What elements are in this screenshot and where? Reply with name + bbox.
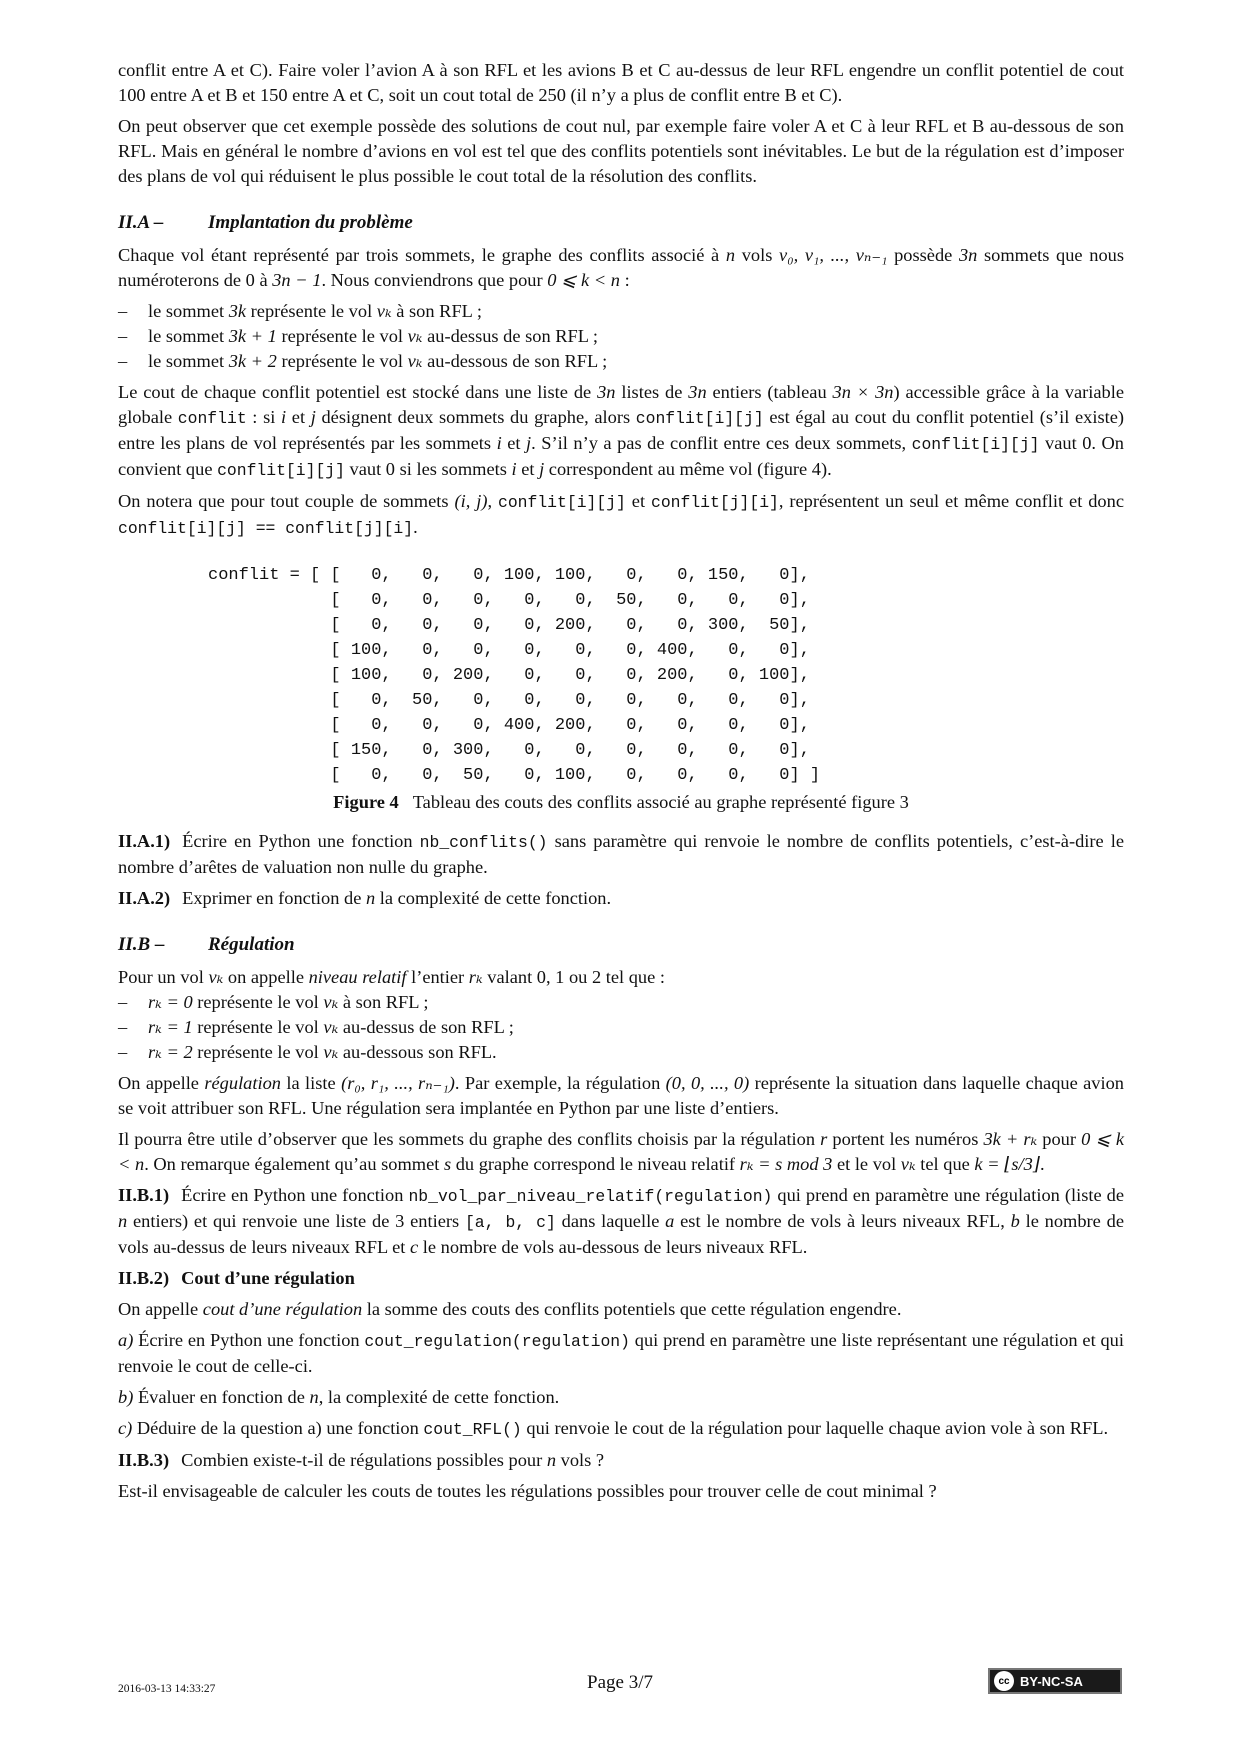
section-b-paragraph-2: On appelle régulation la liste (r₀, r₁, ..., rₙ₋₁). Par exemple, la régulation (0, 0, ..., 0) représente la situation dans laquelle chaque avion se voit attribuer son RFL. Une régulation sera implantée en Python par une liste d’entiers. <box>118 1073 1124 1118</box>
question-b2a: a) Écrire en Python une fonction cout_regulation(regulation) qui prend en paramètre une liste représentant une régulation et qui renvoie le cout de celle-ci. <box>118 1330 1124 1376</box>
list-item: – le sommet 3k + 2 représente le vol vₖ au-dessous de son RFL ; <box>118 349 1124 374</box>
creative-commons-icon: cc <box>994 1671 1014 1691</box>
license-badge <box>988 1668 1122 1694</box>
matrix-row: [ 0, 50, 0, 0, 0, 0, 0, 0, 0], <box>208 691 810 710</box>
question-b2-intro: On appelle cout d’une régulation la somme des couts des conflits potentiels que cette régulation engendre. <box>118 1299 902 1319</box>
section-b-paragraph-1: Pour un vol vₖ on appelle niveau relatif l’entier rₖ valant 0, 1 ou 2 tel que : <box>118 967 665 987</box>
matrix-row: [ 0, 0, 0, 0, 200, 0, 0, 300, 50], <box>208 616 810 635</box>
section-b-level-list <box>118 990 1124 1065</box>
figure-label: Figure 4 <box>333 792 399 812</box>
section-a-paragraph-3: On notera que pour tout couple de sommets (i, j), conflit[i][j] et conflit[j][i], représentent un seul et même conflit et donc conflit[i][j] == conflit[j][i]. <box>118 491 1124 538</box>
section-a-paragraph-2: Le cout de chaque conflit potentiel est stocké dans une liste de 3n listes de 3n entiers (tableau 3n × 3n) accessible grâce à la variable globale conflit : si i et j désignent deux sommets du graphe, alors conflit[i][j] est égal au cout du conflit potentiel (s’il existe) entre les plans de vol représentés par les sommets i et j. S’il n’y a pas de conflit entre ces deux sommets, conflit[i][j] vaut 0. On convient que conflit[i][j] vaut 0 si les sommets i et j correspondent au même vol (figure 4). <box>118 382 1125 480</box>
section-a-heading <box>118 211 1124 235</box>
section-b-title: Régulation <box>208 934 295 955</box>
figure-4-caption <box>118 792 1124 813</box>
document-page <box>118 58 1124 1510</box>
footer-page-number: Page 3/7 <box>587 1672 653 1693</box>
matrix-row: [ 0, 0, 0, 400, 200, 0, 0, 0, 0], <box>208 716 810 735</box>
matrix-row: [ 100, 0, 0, 0, 0, 0, 400, 0, 0], <box>208 641 810 660</box>
section-a-number: II.A – <box>118 212 164 233</box>
figure-text: Tableau des couts des conflits associé au graphe représenté figure 3 <box>412 792 909 812</box>
list-item: – rₖ = 0 représente le vol vₖ à son RFL ; <box>118 990 1124 1015</box>
question-b2-heading: II.B.2) Cout d’une régulation <box>118 1268 355 1288</box>
question-b1: II.B.1) Écrire en Python une fonction nb_vol_par_niveau_relatif(regulation) qui prend en paramètre une régulation (liste de n entiers) et qui renvoie une liste de 3 entiers [a, b, c] dans laquelle a est le nombre de vols à leurs niveaux RFL, b le nombre de vols au-dessus de leurs niveaux RFL et c le nombre de vols au-dessous de leurs niveaux RFL. <box>118 1185 1124 1257</box>
intro-paragraph-2: On peut observer que cet exemple possède des solutions de cout nul, par exemple faire voler A et C à leur RFL et B au-dessous de son RFL. Mais en général le nombre d’avions en vol est tel que des conflits potentiels sont inévitables. Le but de la régulation est d’imposer des plans de vol qui réduisent le plus possible le cout total de la résolution des conflits. <box>118 116 1124 186</box>
matrix-row: [ 0, 0, 0, 0, 0, 50, 0, 0, 0], <box>208 591 810 610</box>
list-item: – rₖ = 1 représente le vol vₖ au-dessus de son RFL ; <box>118 1015 1124 1040</box>
question-b2b: b) Évaluer en fonction de n, la complexité de cette fonction. <box>118 1387 560 1407</box>
question-a2: II.A.2) Exprimer en fonction de n la complexité de cette fonction. <box>118 888 612 908</box>
question-b3: II.B.3) Combien existe-t-il de régulations possibles pour n vols ? <box>118 1450 605 1470</box>
section-a-title: Implantation du problème <box>208 212 413 233</box>
section-a-vertex-list <box>118 299 1124 374</box>
conflict-matrix-code <box>208 563 1124 788</box>
section-a-paragraph-1: Chaque vol étant représenté par trois sommets, le graphe des conflits associé à n vols v₀, v₁, ..., vₙ₋₁ possède 3n sommets que nous numéroterons de 0 à 3n − 1. Nous conviendrons que pour 0 ⩽ k < n : <box>118 245 1124 290</box>
footer-timestamp: 2016-03-13 14:33:27 <box>118 1683 216 1695</box>
question-a1: II.A.1) Écrire en Python une fonction nb_conflits() sans paramètre qui renvoie le nombre de conflits potentiels, c’est-à-dire le nombre d’arêtes de valuation non nulle du graphe. <box>118 831 1124 877</box>
matrix-row: [ 0, 0, 50, 0, 100, 0, 0, 0, 0] ] <box>208 766 821 785</box>
section-b-paragraph-3: Il pourra être utile d’observer que les sommets du graphe des conflits choisis par la régulation r portent les numéros 3k + rₖ pour 0 ⩽ k < n. On remarque également qu’au sommet s du graphe correspond le niveau relatif rₖ = s mod 3 et le vol vₖ tel que k = ⌊s/3⌋. <box>118 1129 1124 1174</box>
matrix-row: [ 100, 0, 200, 0, 0, 0, 200, 0, 100], <box>208 666 810 685</box>
question-b2c: c) Déduire de la question a) une fonction cout_RFL() qui renvoie le cout de la régulation pour laquelle chaque avion vole à son RFL. <box>118 1418 1109 1439</box>
list-item: – le sommet 3k + 1 représente le vol vₖ au-dessus de son RFL ; <box>118 324 1124 349</box>
matrix-row: conflit = [ [ 0, 0, 0, 100, 100, 0, 0, 150, 0], <box>208 566 810 585</box>
section-b-number: II.B – <box>118 934 165 955</box>
matrix-row: [ 150, 0, 300, 0, 0, 0, 0, 0, 0], <box>208 741 810 760</box>
license-text: BY-NC-SA <box>1020 1673 1083 1689</box>
section-b-heading <box>118 933 1124 957</box>
question-b3-followup: Est-il envisageable de calculer les couts de toutes les régulations possibles pour trouver celle de cout minimal ? <box>118 1481 937 1501</box>
list-item: – le sommet 3k représente le vol vₖ à son RFL ; <box>118 299 1124 324</box>
list-item: – rₖ = 2 représente le vol vₖ au-dessous son RFL. <box>118 1040 1124 1065</box>
intro-paragraph-1: conflit entre A et C). Faire voler l’avion A à son RFL et les avions B et C au-dessus de leur RFL engendre un conflit potentiel de cout 100 entre A et B et 150 entre A et C, soit un cout total de 250 (il n’y a plus de conflit entre B et C). <box>118 60 1124 105</box>
